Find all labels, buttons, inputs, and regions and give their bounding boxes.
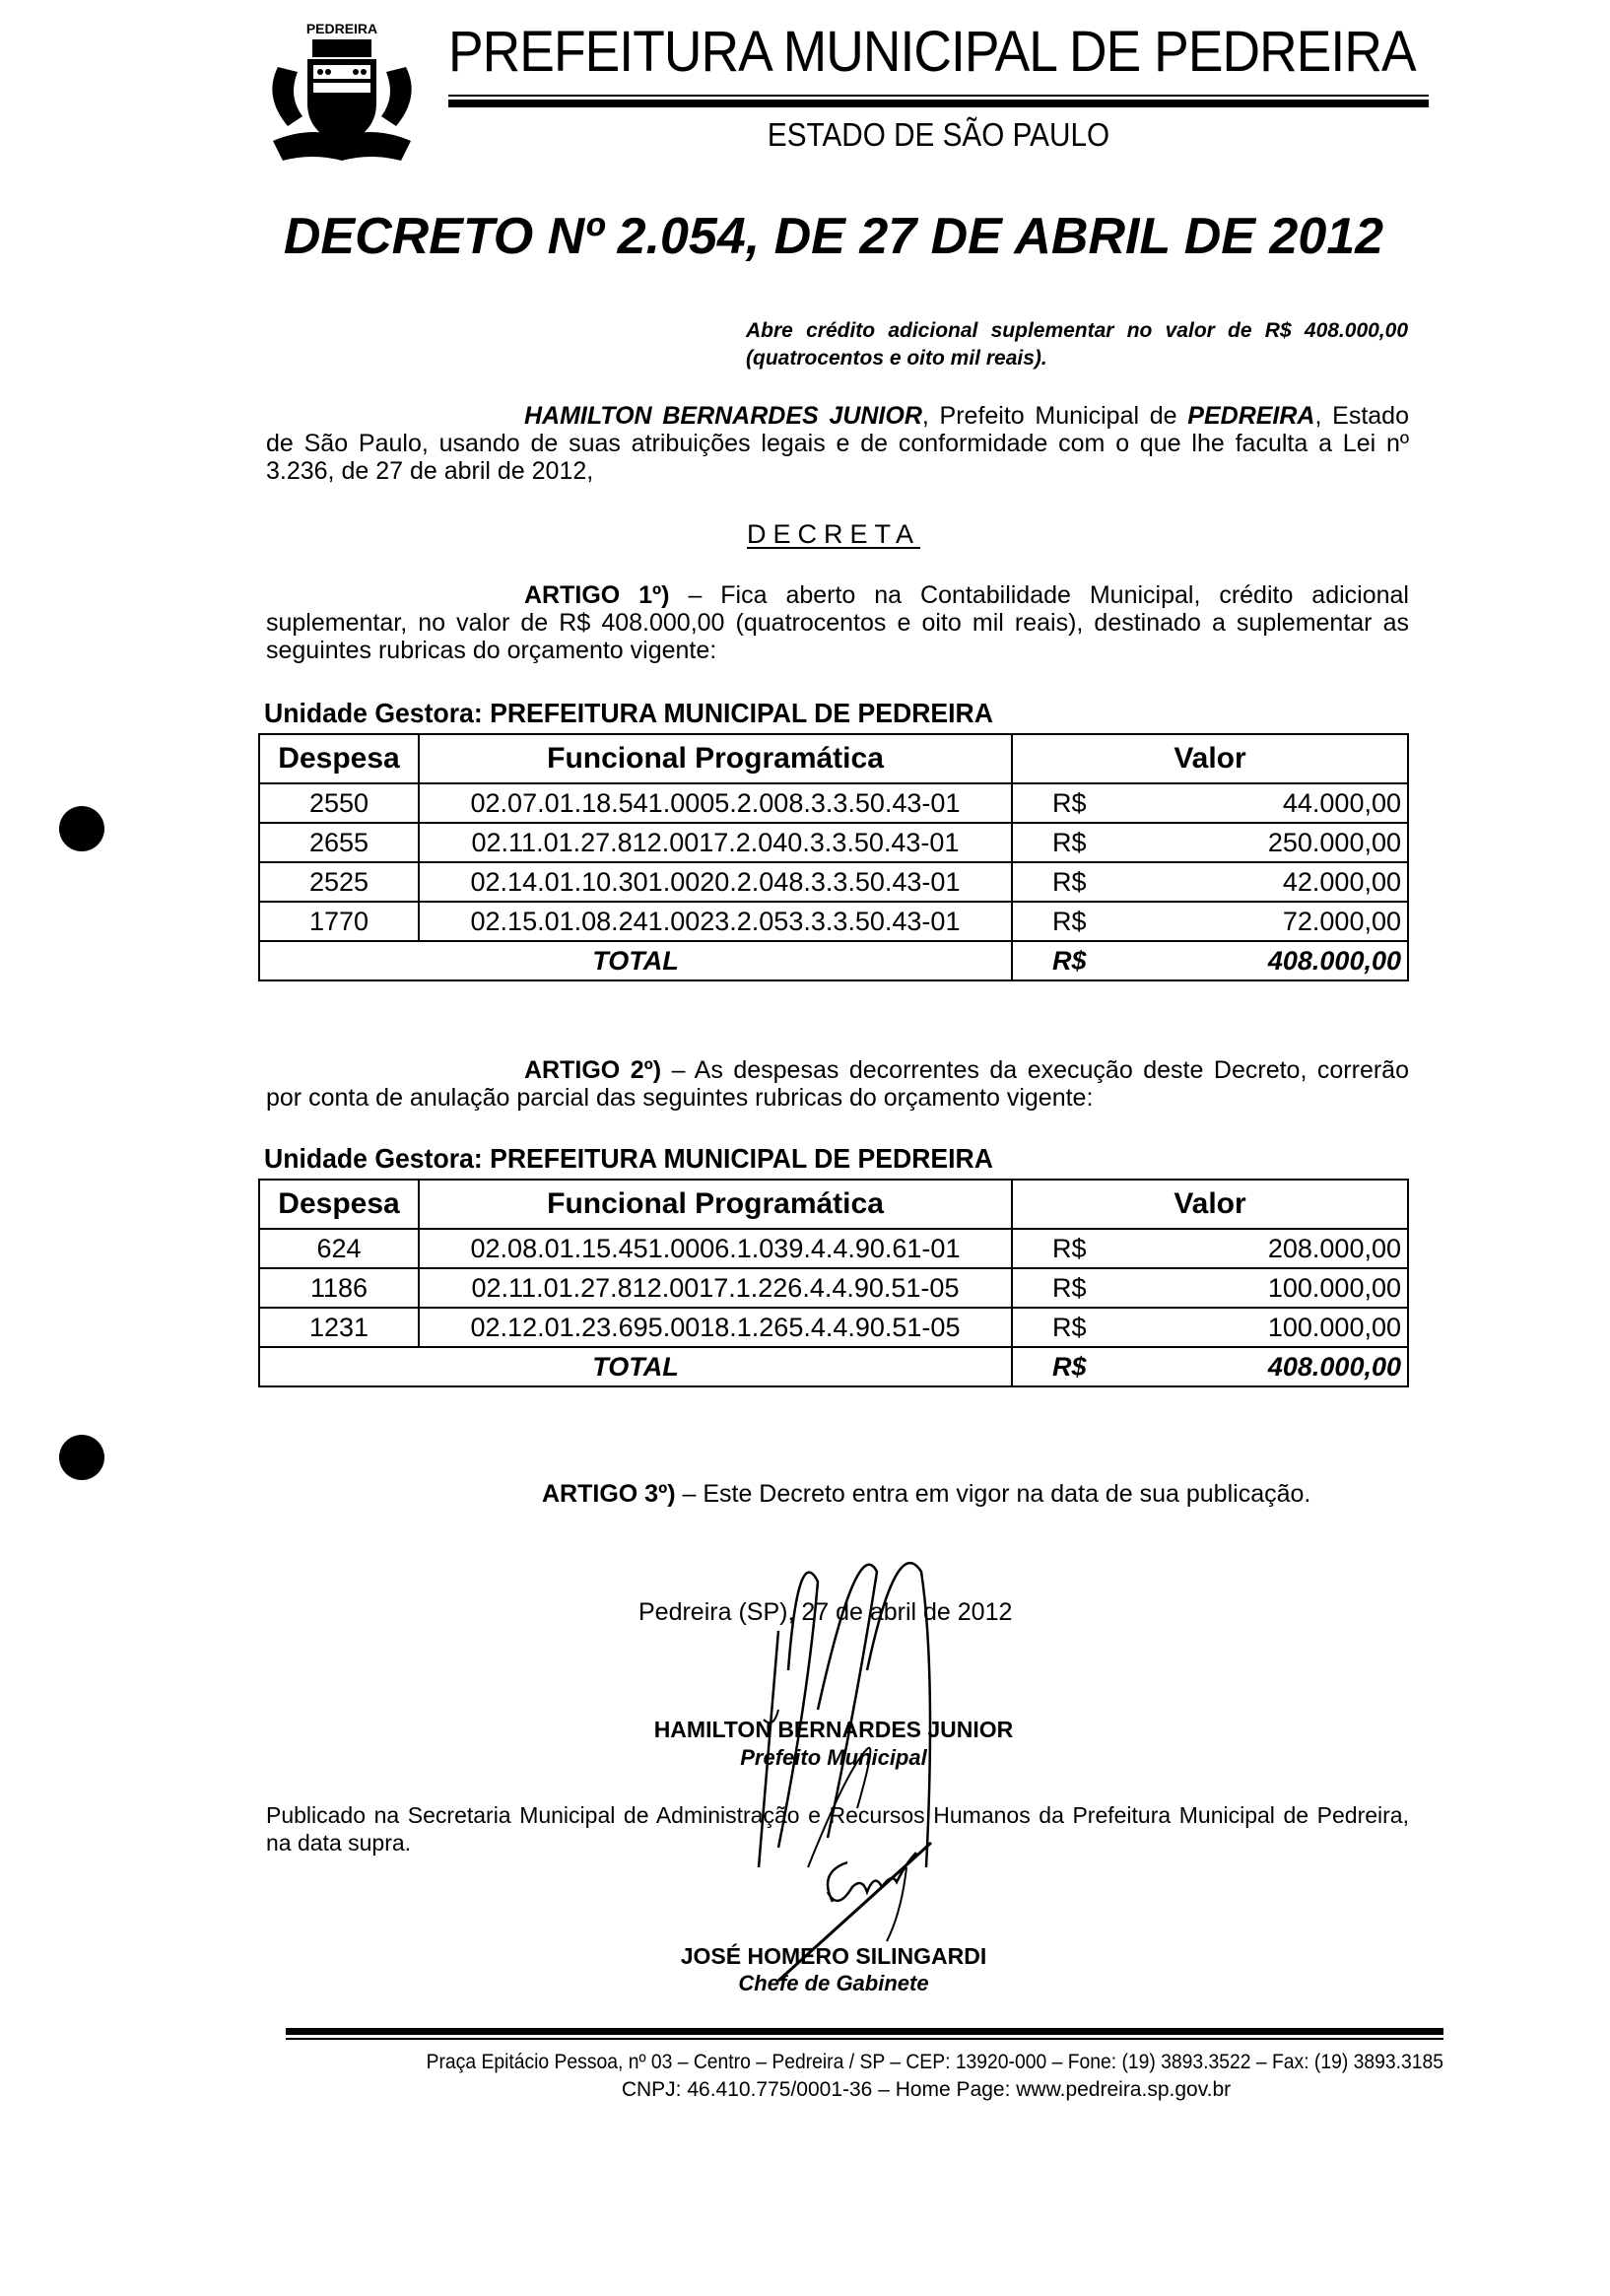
preamble-name: HAMILTON BERNARDES JUNIOR — [524, 402, 922, 430]
table-header-row — [259, 734, 1408, 783]
footer-rule-thin — [286, 2038, 1443, 2040]
article-2-text: – As despesas decorrentes da execução deste Decreto, correrão por conta de anulação parcial das seguintes rubricas do orçamento vigente: — [266, 1056, 1409, 1112]
cell-valor: 42.000,00 — [1157, 862, 1408, 902]
total-value: 408.000,00 — [1157, 1347, 1408, 1386]
chief-name: JOSÉ HOMERO SILINGARDI — [680, 1943, 987, 1969]
column-header-funcional: Funcional Programática — [419, 1180, 1012, 1229]
cell-funcional: 02.11.01.27.812.0017.1.226.4.4.90.51-05 — [419, 1268, 1012, 1308]
table-row — [259, 783, 1408, 823]
cell-despesa: 624 — [259, 1229, 419, 1268]
cell-funcional: 02.07.01.18.541.0005.2.008.3.3.50.43-01 — [419, 783, 1012, 823]
place-date: Pedreira (SP), 27 de abril de 2012 — [638, 1598, 1013, 1626]
total-value: 408.000,00 — [1157, 941, 1408, 980]
cell-despesa: 2655 — [259, 823, 419, 862]
header-rule-thick — [448, 100, 1429, 107]
table-row — [259, 902, 1408, 941]
article-3-text: – Este Decreto entra em vigor na data de sua publicação. — [675, 1480, 1311, 1508]
decreta-heading: DECRETA — [746, 519, 920, 549]
article-1-paragraph — [266, 581, 1409, 664]
total-currency: R$ — [1012, 941, 1157, 980]
table-total-row — [259, 1347, 1408, 1386]
total-currency: R$ — [1012, 1347, 1157, 1386]
state-subtitle: ESTADO DE SÃO PAULO — [767, 116, 1110, 153]
punch-hole-bottom — [59, 1435, 104, 1480]
column-header-valor: Valor — [1012, 1180, 1408, 1229]
footer-address: Praça Epitácio Pessoa, nº 03 – Centro – Pedreira / SP – CEP: 13920-000 – Fone: (19) 3893.3522 – Fax: (19) 3893.3185 — [426, 2051, 1444, 2073]
svg-text:PEDREIRA: PEDREIRA — [305, 21, 378, 36]
cell-despesa: 1231 — [259, 1308, 419, 1347]
cell-valor: 72.000,00 — [1157, 902, 1408, 941]
cell-currency: R$ — [1012, 1268, 1157, 1308]
chief-role: Chefe de Gabinete — [738, 1971, 929, 1995]
table-row — [259, 1229, 1408, 1268]
article-1-unit-label: Unidade Gestora: PREFEITURA MUNICIPAL DE PEDREIRA — [264, 698, 993, 728]
article-3-label: ARTIGO 3º) — [542, 1480, 676, 1508]
article-3-paragraph — [542, 1480, 1310, 1509]
cell-valor: 100.000,00 — [1157, 1268, 1408, 1308]
article-1-text: – Fica aberto na Contabilidade Municipal, crédito adicional suplementar, no valor de R$ 408.000,00 (quatrocentos e oito mil reais), destinado a suplementar as seguintes rubricas do orçamento vigente: — [266, 581, 1409, 664]
footer-rule-thick — [286, 2028, 1443, 2035]
cell-despesa: 2550 — [259, 783, 419, 823]
cell-funcional: 02.11.01.27.812.0017.2.040.3.3.50.43-01 — [419, 823, 1012, 862]
cell-currency: R$ — [1012, 823, 1157, 862]
footer-cnpj: CNPJ: 46.410.775/0001-36 – Home Page: www.pedreira.sp.gov.br — [621, 2078, 1232, 2101]
organization-title: PREFEITURA MUNICIPAL DE PEDREIRA — [448, 20, 1416, 84]
coat-of-arms-icon — [258, 8, 426, 166]
table-row — [259, 1308, 1408, 1347]
cell-currency: R$ — [1012, 862, 1157, 902]
table-row — [259, 862, 1408, 902]
cell-despesa: 1770 — [259, 902, 419, 941]
mayor-name: HAMILTON BERNARDES JUNIOR — [653, 1717, 1014, 1742]
article-1-label: ARTIGO 1º) — [524, 581, 670, 609]
cell-funcional: 02.14.01.10.301.0020.2.048.3.3.50.43-01 — [419, 862, 1012, 902]
table-row — [259, 1268, 1408, 1308]
table-row — [259, 823, 1408, 862]
cell-funcional: 02.15.01.08.241.0023.2.053.3.3.50.43-01 — [419, 902, 1012, 941]
total-label: TOTAL — [259, 1347, 1012, 1386]
decree-title: DECRETO Nº 2.054, DE 27 DE ABRIL DE 2012 — [283, 208, 1384, 265]
cell-valor: 100.000,00 — [1157, 1308, 1408, 1347]
cell-valor: 208.000,00 — [1157, 1229, 1408, 1268]
preamble-paragraph — [266, 402, 1409, 485]
cell-currency: R$ — [1012, 1308, 1157, 1347]
cell-valor: 44.000,00 — [1157, 783, 1408, 823]
cell-currency: R$ — [1012, 783, 1157, 823]
cell-despesa: 2525 — [259, 862, 419, 902]
cell-despesa: 1186 — [259, 1268, 419, 1308]
total-label: TOTAL — [259, 941, 1012, 980]
preamble-text-continued: , Estado de São Paulo, usando de suas atribuições legais e de conformidade com o que lhe faculta a Lei nº 3.236, de 27 de abril de 2012, — [266, 402, 1409, 485]
cell-funcional: 02.12.01.23.695.0018.1.265.4.4.90.51-05 — [419, 1308, 1012, 1347]
preamble-city: PEDREIRA — [1187, 402, 1315, 430]
column-header-despesa: Despesa — [259, 734, 419, 783]
column-header-despesa: Despesa — [259, 1180, 419, 1229]
publication-note: Publicado na Secretaria Municipal de Administração e Recursos Humanos da Prefeitura Municipal de Pedreira, na data supra. — [266, 1802, 1409, 1856]
article-2-paragraph — [266, 1056, 1409, 1112]
article-2-table — [258, 1179, 1409, 1387]
cell-currency: R$ — [1012, 1229, 1157, 1268]
punch-hole-top — [59, 806, 104, 851]
cell-valor: 250.000,00 — [1157, 823, 1408, 862]
cell-funcional: 02.08.01.15.451.0006.1.039.4.4.90.61-01 — [419, 1229, 1012, 1268]
article-1-table — [258, 733, 1409, 981]
article-2-label: ARTIGO 2º) — [524, 1056, 662, 1084]
mayor-role: Prefeito Municipal — [740, 1745, 927, 1770]
column-header-valor: Valor — [1012, 734, 1408, 783]
column-header-funcional: Funcional Programática — [419, 734, 1012, 783]
decree-ementa: Abre crédito adicional suplementar no valor de R$ 408.000,00 (quatrocentos e oito mil reais). — [746, 319, 1408, 370]
header-rule-thin — [448, 95, 1429, 97]
preamble-text: , Prefeito Municipal de — [921, 402, 1188, 430]
article-2-unit-label: Unidade Gestora: PREFEITURA MUNICIPAL DE PEDREIRA — [264, 1143, 993, 1174]
cell-currency: R$ — [1012, 902, 1157, 941]
table-header-row — [259, 1180, 1408, 1229]
table-total-row — [259, 941, 1408, 980]
